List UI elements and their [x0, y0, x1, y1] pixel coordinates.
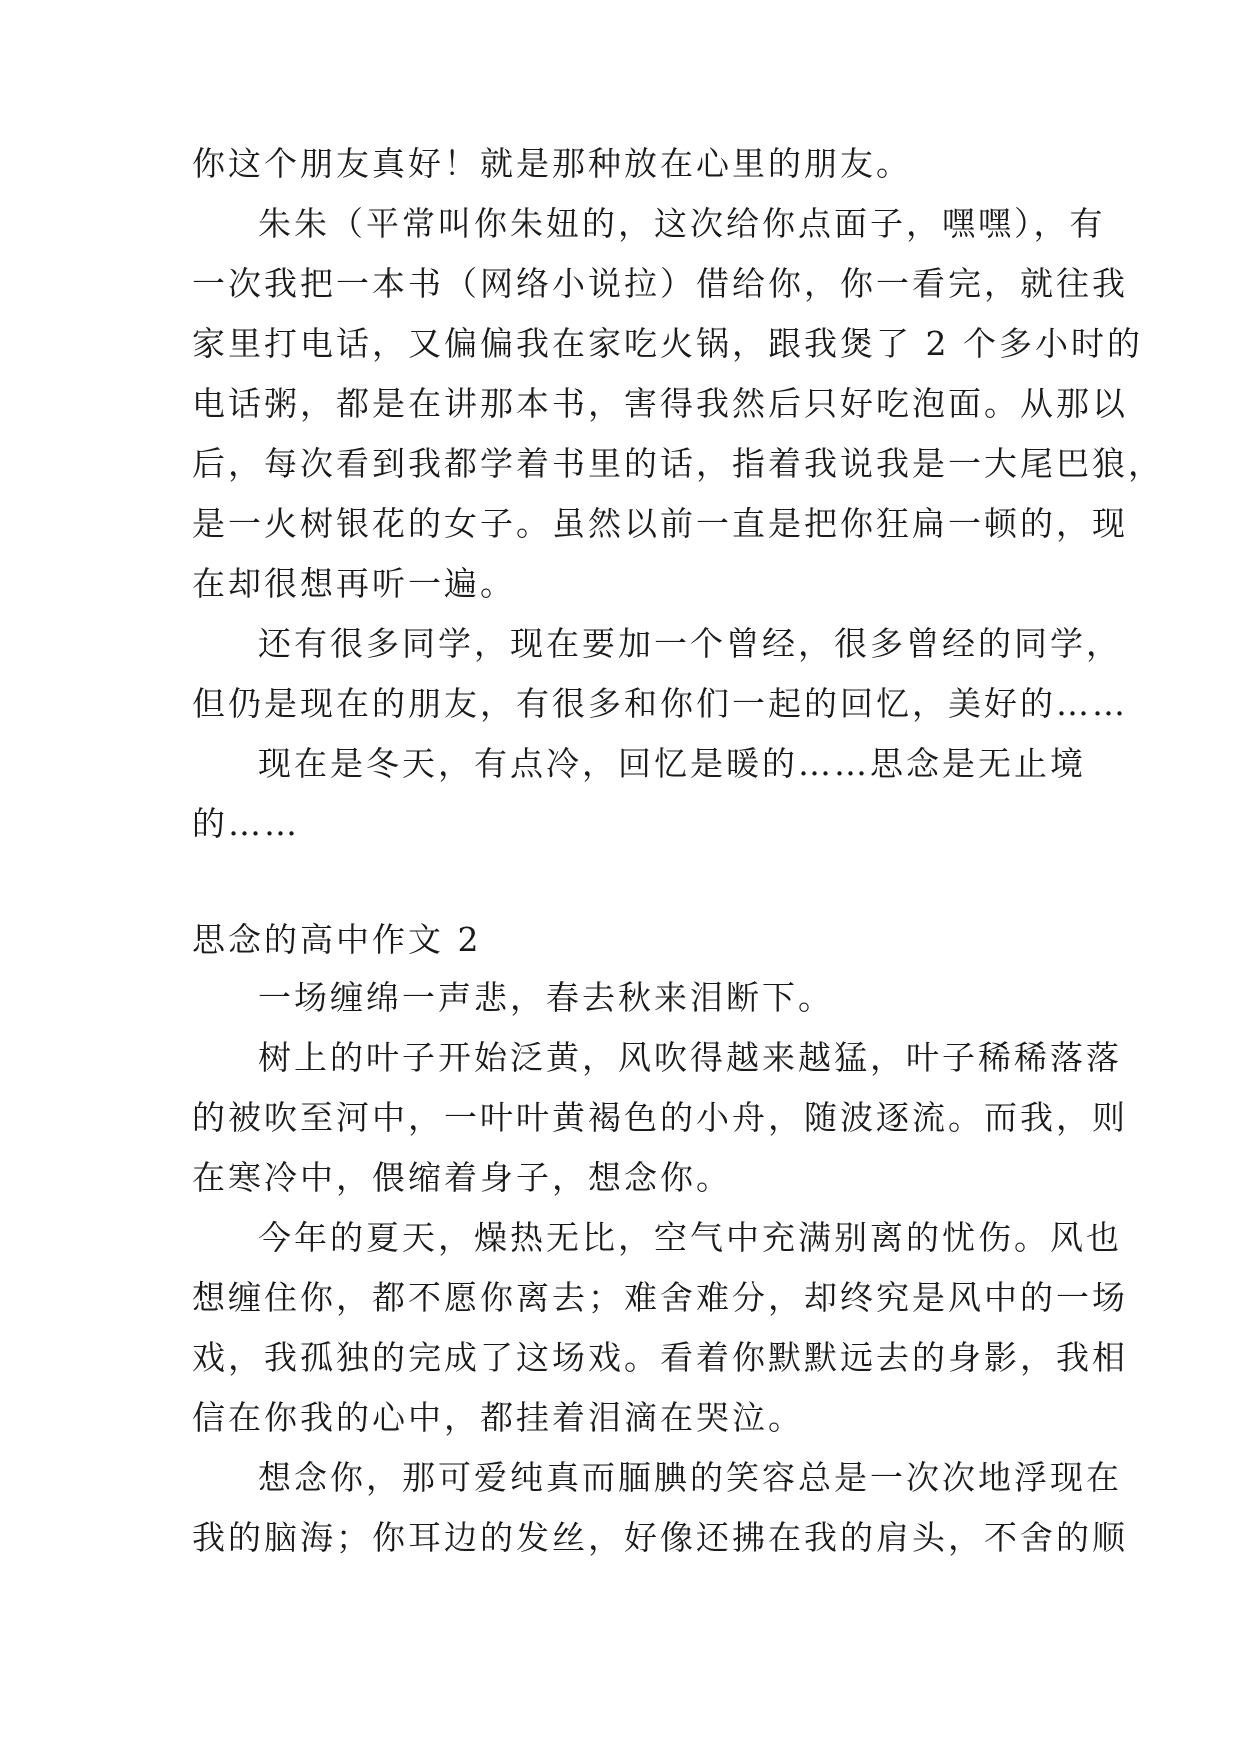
- text-line: 信在你我的心中，都挂着泪滴在哭泣。: [192, 1398, 804, 1437]
- text-line: 戏，我孤独的完成了这场戏。看着你默默远去的身影，我相: [192, 1338, 1128, 1377]
- paragraph-start-line: 现在是冬天，有点冷，回忆是暖的……思念是无止境: [258, 744, 1086, 783]
- text-line: 的……: [192, 804, 300, 843]
- paragraph-start-line: 一场缠绵一声悲，春去秋来泪断下。: [258, 978, 834, 1017]
- text-line: 一次我把一本书（网络小说拉）借给你，你一看完，就往我: [192, 264, 1128, 303]
- text-line: 后，每次看到我都学着书里的话，指着我说我是一大尾巴狼，: [192, 444, 1164, 483]
- text-line: 家里打电话，又偏偏我在家吃火锅，跟我煲了 2 个多小时的: [192, 324, 1143, 363]
- text-line: 你这个朋友真好！就是那种放在心里的朋友。: [192, 144, 912, 183]
- paragraph-start-line: 还有很多同学，现在要加一个曾经，很多曾经的同学，: [258, 624, 1122, 663]
- paragraph-start-line: 今年的夏天，燥热无比，空气中充满别离的忧伤。风也: [258, 1218, 1122, 1257]
- text-line: 是一火树银花的女子。虽然以前一直是把你狂扁一顿的，现: [192, 504, 1128, 543]
- paragraph-start-line: 朱朱（平常叫你朱妞的，这次给你点面子，嘿嘿），有: [258, 204, 1106, 243]
- section-heading: 思念的高中作文 2: [192, 920, 482, 959]
- text-line: 但仍是现在的朋友，有很多和你们一起的回忆，美好的……: [192, 684, 1128, 723]
- text-line: 在却很想再听一遍。: [192, 564, 516, 603]
- paragraph-start-line: 想念你，那可爱纯真而腼腆的笑容总是一次次地浮现在: [258, 1458, 1122, 1497]
- paragraph-start-line: 树上的叶子开始泛黄，风吹得越来越猛，叶子稀稀落落: [258, 1038, 1122, 1077]
- text-line: 想缠住你，都不愿你离去；难舍难分，却终究是风中的一场: [192, 1278, 1128, 1317]
- text-line: 在寒冷中，偎缩着身子，想念你。: [192, 1158, 732, 1197]
- text-line: 电话粥，都是在讲那本书，害得我然后只好吃泡面。从那以: [192, 384, 1128, 423]
- text-line: 我的脑海；你耳边的发丝，好像还拂在我的肩头，不舍的顺: [192, 1518, 1128, 1557]
- text-line: 的被吹至河中，一叶叶黄褐色的小舟，随波逐流。而我，则: [192, 1098, 1128, 1137]
